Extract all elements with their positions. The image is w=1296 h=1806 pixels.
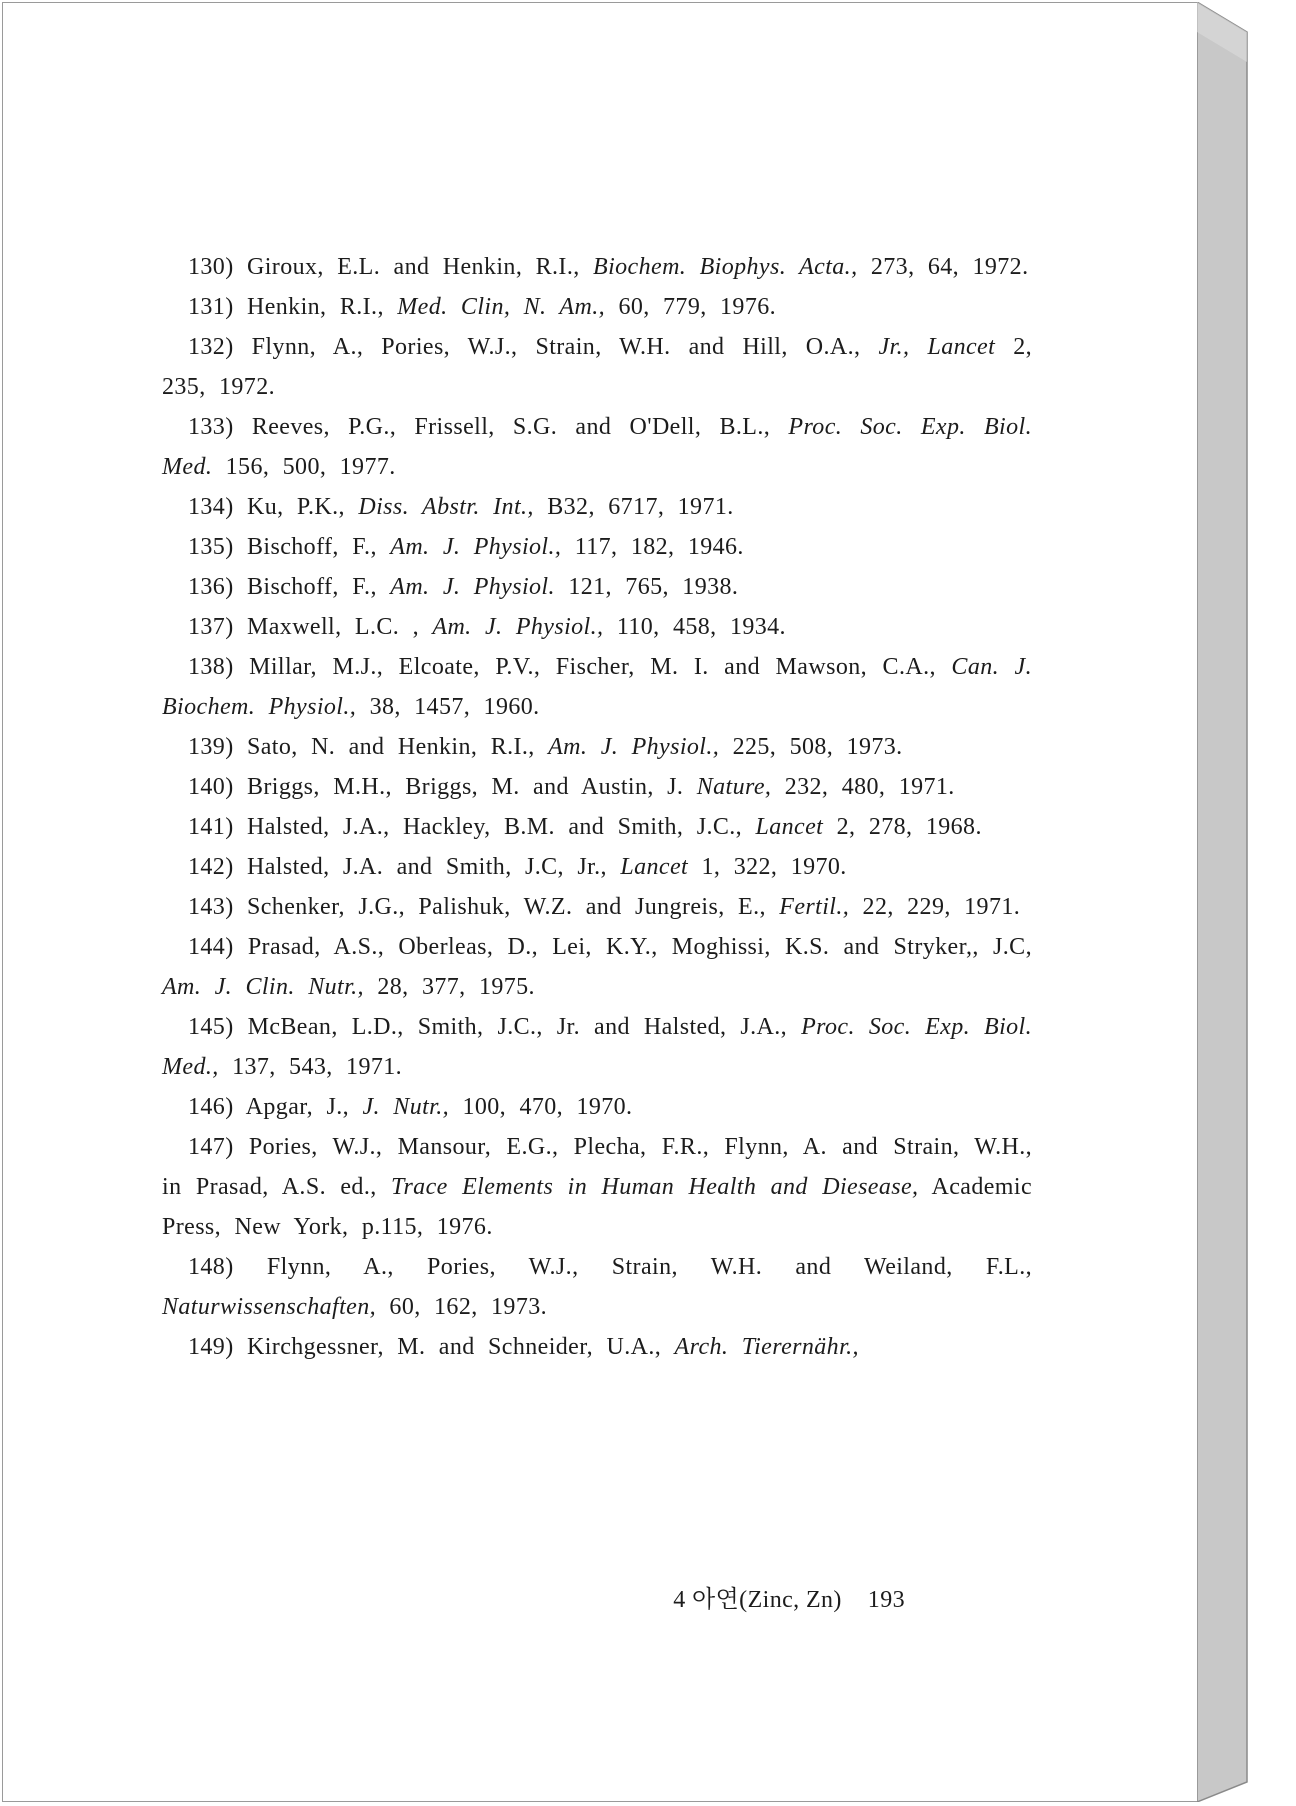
reference-journal: Fertil., (779, 894, 850, 920)
reference-number: 132) (188, 334, 234, 360)
reference-citation: 110, 458, 1934. (616, 614, 786, 640)
reference-number: 133) (188, 414, 234, 440)
reference-number: 149) (188, 1334, 234, 1360)
reference-journal: Arch. Tierernähr., (674, 1334, 859, 1360)
reference-authors: Millar, M.J., Elcoate, P.V., Fischer, M. I. and Mawson, C.A., (249, 654, 936, 680)
reference-authors: Bischoff, F., (247, 534, 377, 560)
reference-entry (162, 1007, 1032, 1087)
reference-journal: Med. Clin, N. Am., (397, 294, 606, 320)
reference-citation: 137, 543, 1971. (232, 1054, 403, 1080)
reference-authors: Briggs, M.H., Briggs, M. and Austin, J. (247, 774, 684, 800)
reference-number: 130) (188, 254, 234, 280)
reference-journal: Can. J. Biochem. Physiol., (162, 654, 1033, 720)
reference-number: 135) (188, 534, 234, 560)
reference-citation: 38, 1457, 1960. (369, 694, 540, 720)
reference-authors: Giroux, E.L. and Henkin, R.I., (247, 254, 580, 280)
reference-entry (162, 247, 1032, 287)
reference-citation: 121, 765, 1938. (568, 574, 739, 600)
reference-journal: Trace Elements in Human Health and Diesease, (391, 1174, 919, 1200)
reference-journal: Lancet (620, 854, 689, 880)
page-sheet (2, 2, 1198, 1802)
reference-entry (162, 727, 1032, 767)
reference-journal: Diss. Abstr. Int., (358, 494, 534, 520)
reference-citation: Academic Press, New York, p.115, 1976. (162, 1174, 1032, 1240)
reference-number: 144) (188, 934, 234, 960)
reference-number: 131) (188, 294, 234, 320)
reference-journal: J. Nutr., (362, 1094, 450, 1120)
reference-journal: Am. J. Physiol., (390, 534, 562, 560)
reference-citation: 273, 64, 1972. (870, 254, 1029, 280)
reference-entry (162, 847, 1032, 887)
reference-authors: Halsted, J.A., Hackley, B.M. and Smith, J.C., (247, 814, 743, 840)
page-number: 193 (867, 1587, 905, 1613)
reference-entry (162, 1087, 1032, 1127)
reference-citation: 2, 278, 1968. (836, 814, 982, 840)
reference-authors: Flynn, A., Pories, W.J., Strain, W.H. and Hill, O.A., (251, 334, 861, 360)
reference-entry (162, 567, 1032, 607)
reference-authors: Ku, P.K., (247, 494, 345, 520)
reference-citation: 232, 480, 1971. (784, 774, 955, 800)
reference-number: 137) (188, 614, 234, 640)
reference-citation: 117, 182, 1946. (574, 534, 744, 560)
reference-entry (162, 1247, 1032, 1327)
reference-citation: 60, 779, 1976. (618, 294, 777, 320)
reference-citation: 60, 162, 1973. (389, 1294, 548, 1320)
reference-number: 140) (188, 774, 234, 800)
reference-citation: 28, 377, 1975. (377, 974, 535, 1000)
reference-citation: 225, 508, 1973. (732, 734, 903, 760)
reference-journal: Biochem. Biophys. Acta., (593, 254, 858, 280)
reference-authors: Schenker, J.G., Palishuk, W.Z. and Jungreis, E., (247, 894, 766, 920)
reference-authors: Henkin, R.I., (247, 294, 384, 320)
reference-number: 145) (188, 1014, 234, 1040)
reference-citation: 1, 322, 1970. (701, 854, 847, 880)
reference-authors: Prasad, A.S., Oberleas, D., Lei, K.Y., Moghissi, K.S. and Stryker,, J.C, (247, 934, 1032, 960)
reference-journal: Proc. Soc. Exp. Biol. Med., (162, 1014, 1033, 1080)
reference-journal: Am. J. Physiol., (548, 734, 720, 760)
reference-journal: Am. J. Physiol., (432, 614, 604, 640)
reference-number: 138) (188, 654, 234, 680)
reference-authors: Bischoff, F., (247, 574, 377, 600)
reference-entry (162, 607, 1032, 647)
reference-journal: Proc. Soc. Exp. Biol. Med. (162, 414, 1032, 480)
running-head: 4 아연(Zinc, Zn) (673, 1587, 842, 1613)
reference-citation: 156, 500, 1977. (225, 454, 396, 480)
reference-number: 139) (188, 734, 234, 760)
reference-journal: Naturwissenschaften, (162, 1294, 377, 1320)
reference-authors: Sato, N. and Henkin, R.I., (247, 734, 535, 760)
reference-entry (162, 807, 1032, 847)
reference-entry (162, 887, 1032, 927)
page-footer (673, 1579, 905, 1614)
reference-number: 146) (188, 1094, 234, 1120)
reference-entry (162, 1127, 1032, 1247)
reference-authors: Maxwell, L.C. , (247, 614, 419, 640)
reference-number: 136) (188, 574, 234, 600)
reference-number: 141) (188, 814, 234, 840)
reference-entry (162, 647, 1032, 727)
reference-entry (162, 407, 1032, 487)
reference-number: 147) (188, 1134, 234, 1160)
reference-number: 142) (188, 854, 234, 880)
book-spine (1197, 2, 1253, 1802)
reference-number: 148) (188, 1254, 234, 1280)
reference-citation: 2, 235, 1972. (162, 334, 1033, 400)
reference-journal: Am. J. Physiol. (390, 574, 555, 600)
reference-journal: Lancet (755, 814, 824, 840)
reference-entry (162, 927, 1032, 1007)
reference-citation: 22, 229, 1971. (862, 894, 1021, 920)
reference-number: 134) (188, 494, 234, 520)
reference-entry (162, 327, 1032, 407)
reference-entry (162, 1327, 1032, 1367)
reference-authors: Apgar, J., (245, 1094, 350, 1120)
reference-journal: Jr., Lancet (878, 334, 996, 360)
reference-entry (162, 767, 1032, 807)
reference-authors: Kirchgessner, M. and Schneider, U.A., (247, 1334, 662, 1360)
reference-entry (162, 487, 1032, 527)
reference-citation: B32, 6717, 1971. (547, 494, 734, 520)
reference-authors: Halsted, J.A. and Smith, J.C, Jr., (247, 854, 607, 880)
reference-authors: Flynn, A., Pories, W.J., Strain, W.H. and Weiland, F.L., (266, 1254, 1032, 1280)
reference-list (162, 247, 1032, 1367)
reference-journal: Am. J. Clin. Nutr., (162, 974, 364, 1000)
reference-authors: Reeves, P.G., Frissell, S.G. and O'Dell, B.L., (251, 414, 771, 440)
reference-number: 143) (188, 894, 234, 920)
reference-authors: McBean, L.D., Smith, J.C., Jr. and Halsted, J.A., (247, 1014, 788, 1040)
reference-entry (162, 527, 1032, 567)
reference-entry (162, 287, 1032, 327)
reference-journal: Nature, (696, 774, 772, 800)
reference-citation: 100, 470, 1970. (462, 1094, 633, 1120)
reference-authors: Pories, W.J., Mansour, E.G., Plecha, F.R., Flynn, A. and Strain, W.H., in Prasad, A.S. ed., (162, 1134, 1033, 1200)
